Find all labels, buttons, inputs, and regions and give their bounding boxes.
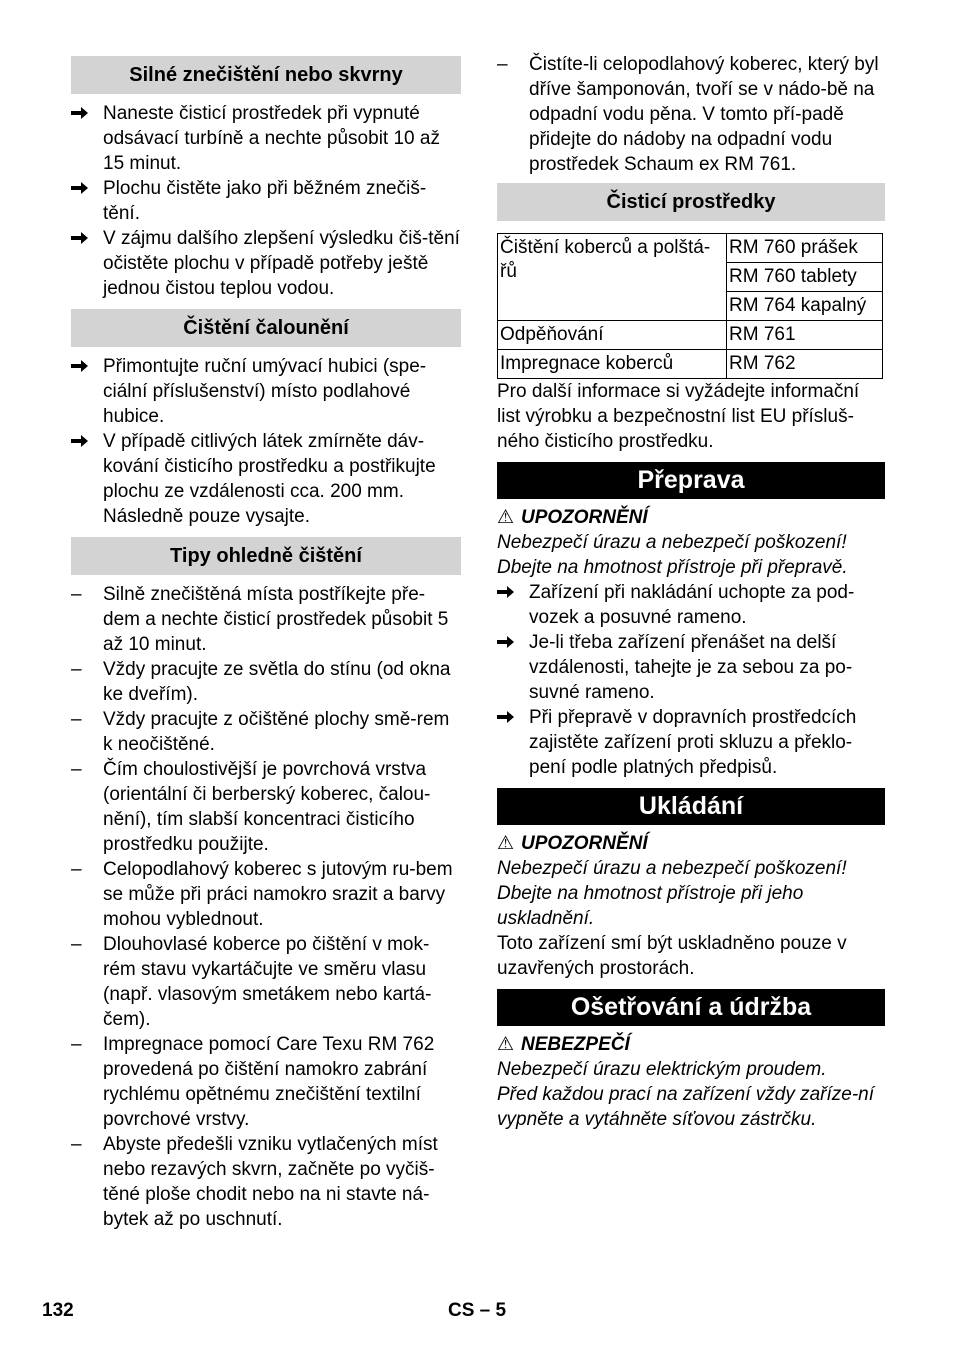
list-item: – Dlouhovlasé koberce po čištění v mok-rém stavu vykartáčujte ve směru vlasu (např. vlasovým smetákem nebo kartá-čem). [71, 934, 432, 1030]
table-cell: RM 761 [727, 321, 883, 350]
list-item: – Celopodlahový koberec s jutovým ru-bem se může při práci namokro srazit a barvy mohou vyblednout. [71, 859, 453, 930]
table-cell: RM 760 tablety [727, 263, 883, 292]
table-row [498, 321, 883, 350]
list-item: V zájmu dalšího zlepšení výsledku čiš-tění očistěte plochu v případě potřeby ještě jednou čistou teplou vodou. [71, 226, 461, 301]
warning-text: Nebezpečí úrazu elektrickým proudem. [497, 1059, 827, 1080]
list-item: – Silně znečištěná místa postříkejte pře-dem a nechte čisticí prostředek působit 5 až 10 minut. [71, 584, 449, 655]
arrow-right-icon [497, 705, 521, 724]
section-heading-upholstery: Čištění čalounění [71, 309, 461, 347]
danger-label: ⚠ NEBEZPEČÍ [497, 1034, 630, 1055]
table-cell: RM 760 prášek [727, 234, 883, 263]
warning-text: Nebezpečí úrazu a nebezpečí poškození! [497, 532, 847, 553]
left-column [71, 56, 461, 1232]
list-item: Zařízení při nakládání uchopte za pod-vozek a posuvné rameno. [497, 580, 885, 630]
arrow-right-icon [497, 580, 521, 599]
list-item: – Čistíte-li celopodlahový koberec, který byl dříve šamponován, tvoří se v nádo-bě na odpadní vodu pěna. V tomto pří-padě přidejte do nádoby na odpadní vodu prostředek Schaum ex RM 761. [497, 54, 879, 175]
chapter-heading-storage: Ukládání [497, 788, 885, 825]
warning-triangle-icon: ⚠ [497, 833, 515, 854]
storage-text: Toto zařízení smí být uskladněno pouze v uzavřených prostorách. [497, 933, 847, 979]
table-cell: Čištění koberců a polštá-řů [498, 234, 727, 321]
list-item: Při přepravě v dopravních prostředcích zajistěte zařízení proti skluzu a překlo-pení podle platných předpisů. [497, 705, 885, 780]
warning-text: Dbejte na hmotnost přístroje při jeho uskladnění. [497, 883, 804, 929]
section-heading-heavy-soiling: Silné znečištění nebo skvrny [71, 56, 461, 94]
section-heading-cleaning-agents: Čisticí prostředky [497, 183, 885, 221]
list-item: – Vždy pracujte ze světla do stínu (od okna ke dveřím). [71, 659, 451, 705]
list-item: Naneste čisticí prostředek při vypnuté odsávací turbíně a nechte působit 10 až 15 minut. [71, 101, 461, 176]
arrow-right-icon [497, 630, 521, 649]
language-page-label: CS – 5 [448, 1300, 507, 1321]
chapter-heading-care-maintenance: Ošetřování a údržba [497, 989, 885, 1026]
dash-bullet: – [497, 54, 508, 75]
arrow-right-icon [71, 226, 95, 245]
info-note: Pro další informace si vyžádejte informační list výrobku a bezpečnostní list EU přísluš-ného čisticího prostředku. [497, 381, 860, 452]
list-item: Plochu čistěte jako při běžném znečiš-tění. [71, 176, 461, 226]
list-item: – Impregnace pomocí Care Texu RM 762 provedená po čištění namokro zabrání rychlému opětnému znečištění textilní povrchové vrstvy. [71, 1034, 435, 1130]
warning-triangle-icon: ⚠ [497, 1034, 515, 1055]
right-column [497, 52, 885, 1132]
arrow-right-icon [71, 176, 95, 195]
arrow-right-icon [71, 101, 95, 120]
table-cell: RM 764 kapalný [727, 292, 883, 321]
warning-text: Před každou prací na zařízení vždy zaříze-ní vypněte a vytáhněte síťovou zástrčku. [497, 1084, 875, 1130]
section-heading-cleaning-tips: Tipy ohledně čištění [71, 537, 461, 575]
table-cell: RM 762 [727, 350, 883, 379]
dash-bullet: – [71, 1034, 82, 1055]
warning-text: Dbejte na hmotnost přístroje při přepravě. [497, 557, 848, 578]
dash-bullet: – [71, 1134, 82, 1155]
list-item: Přimontujte ruční umývací hubici (spe-ciální příslušenství) místo podlahové hubice. [71, 354, 461, 429]
table-cell: Impregnace koberců [498, 350, 727, 379]
dash-bullet: – [71, 859, 82, 880]
table-row [498, 350, 883, 379]
list-item: V případě citlivých látek zmírněte dáv-kování čisticího prostředku a postřikujte plochu ze vzdálenosti cca. 200 mm. Následně pouze vysajte. [71, 429, 461, 529]
list-item: Je-li třeba zařízení přenášet na delší vzdálenosti, tahejte je za sebou za po-suvné rameno. [497, 630, 885, 705]
list-item: – Čím choulostivější je povrchová vrstva (orientální či berberský koberec, čalou-nění), tím slabší koncentraci čisticího prostředku použijte. [71, 759, 431, 855]
cleaning-agents-table [497, 233, 883, 379]
warning-label: ⚠ UPOZORNĚNÍ [497, 833, 648, 854]
warning-label: ⚠ UPOZORNĚNÍ [497, 507, 648, 528]
table-row [498, 234, 883, 263]
list-item: – Abyste předešli vzniku vytlačených míst nebo rezavých skvrn, začněte po vyčiš-těné ploše chodit nebo na ni stavte ná-bytek až po uschnutí. [71, 1134, 438, 1230]
warning-text: Nebezpečí úrazu a nebezpečí poškození! [497, 858, 847, 879]
arrow-right-icon [71, 429, 95, 448]
arrow-right-icon [71, 354, 95, 373]
dash-bullet: – [71, 759, 82, 780]
list-item: – Vždy pracujte z očištěné plochy smě-rem k neočištěné. [71, 709, 450, 755]
dash-bullet: – [71, 584, 82, 605]
dash-bullet: – [71, 709, 82, 730]
dash-bullet: – [71, 659, 82, 680]
warning-triangle-icon: ⚠ [497, 507, 515, 528]
table-cell: Odpěňování [498, 321, 727, 350]
chapter-heading-transport: Přeprava [497, 462, 885, 499]
page-number: 132 [42, 1300, 74, 1321]
dash-bullet: – [71, 934, 82, 955]
